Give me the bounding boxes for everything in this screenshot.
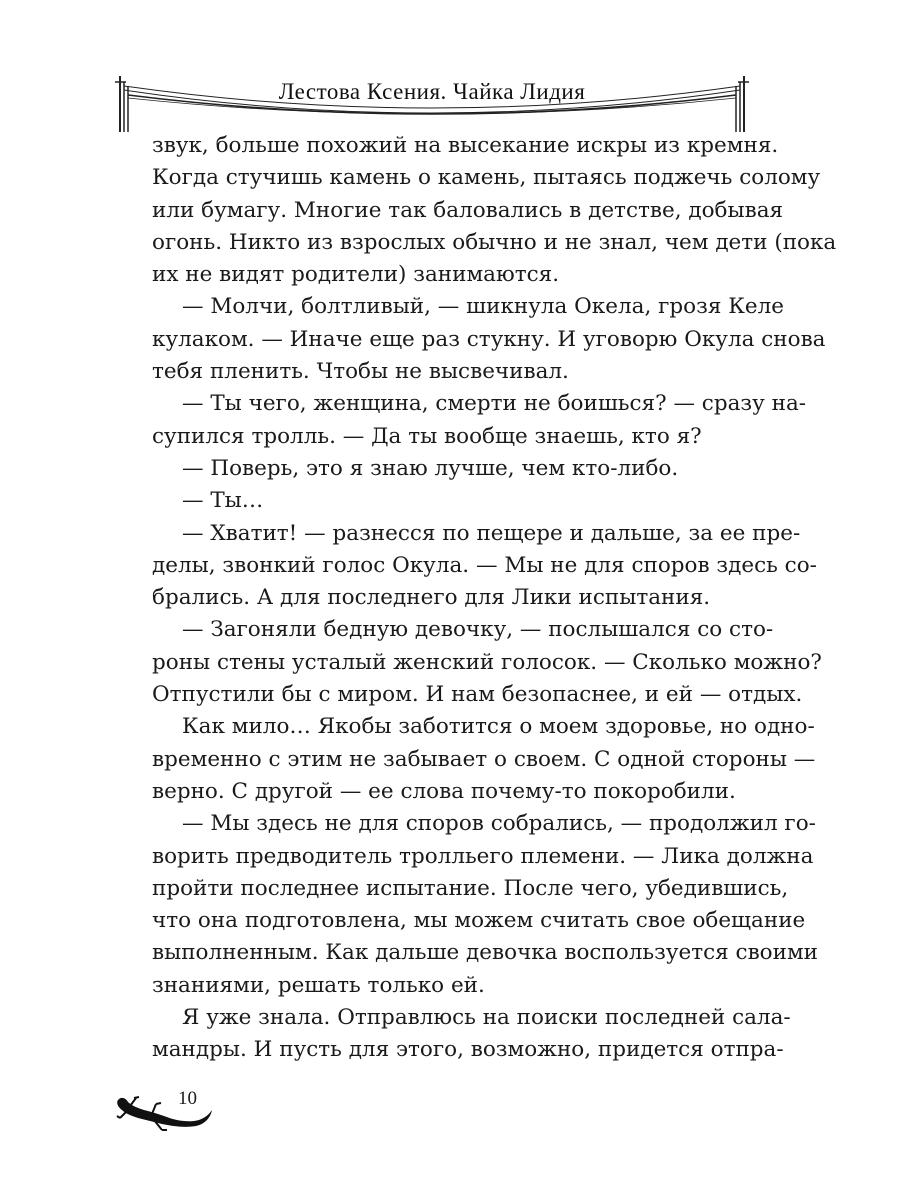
paragraph xyxy=(152,130,837,291)
text-line: делы, звонкий голос Окула. — Мы не для споров здесь со- xyxy=(152,552,817,578)
paragraph xyxy=(152,291,826,388)
text-line: мандры. И пусть для этого, возможно, придется отпра- xyxy=(152,1037,784,1063)
text-line: Отпустили бы с миром. И нам безопаснее, и ей — отдых. xyxy=(152,682,803,708)
text-line: выполненным. Как дальше девочка воспользуется своими xyxy=(152,940,819,966)
page-footer xyxy=(112,1088,232,1138)
lizard-icon xyxy=(112,1088,222,1138)
text-line: — Мы здесь не для споров собрались, — продолжил го- xyxy=(182,811,816,837)
text-line: — Ты чего, женщина, смерти не боишься? — сразу на- xyxy=(182,391,807,417)
text-line: — Молчи, болтливый, — шикнула Окела, грозя Келе xyxy=(182,294,784,320)
paragraph xyxy=(152,388,807,453)
text-line: ворить предводитель тролльего племени. — Лика должна xyxy=(152,843,814,869)
paragraph xyxy=(152,808,819,1002)
text-line: — Ты… xyxy=(182,488,264,514)
text-line: Когда стучишь камень о камень, пытаясь поджечь солому xyxy=(152,165,821,191)
text-line: — Хватит! — разнесся по пещере и дальше, за ее пре- xyxy=(182,520,801,546)
text-line: Как мило… Якобы заботится о моем здоровье, но одно- xyxy=(182,714,815,740)
text-line: кулаком. — Иначе еще раз стукну. И уговорю Окула снова xyxy=(152,326,826,352)
text-line: пройти последнее испытание. После чего, убедившись, xyxy=(152,875,789,901)
text-line: или бумагу. Многие так баловались в детстве, добывая xyxy=(152,197,784,223)
text-line: верно. С другой — ее слова почему-то покоробили. xyxy=(152,778,736,804)
paragraph xyxy=(152,1002,791,1067)
paragraph xyxy=(152,518,817,615)
text-line: знаниями, решать только ей. xyxy=(152,972,485,998)
paragraph xyxy=(152,614,822,711)
text-line: что она подготовлена, мы можем считать свое обещание xyxy=(152,908,806,934)
text-line: супился тролль. — Да ты вообще знаешь, кто я? xyxy=(152,423,702,449)
text-line: Я уже знала. Отправлюсь на поиски последней сала- xyxy=(182,1005,791,1031)
text-line: звук, больше похожий на высекание искры из кремня. xyxy=(152,133,779,158)
text-line: — Поверь, это я знаю лучше, чем кто-либо. xyxy=(182,455,679,481)
paragraph xyxy=(152,485,749,517)
paragraph xyxy=(152,453,749,485)
paragraph xyxy=(152,711,816,808)
text-line: их не видят родители) занимаются. xyxy=(152,262,560,288)
body-text xyxy=(152,130,837,1067)
running-header xyxy=(112,68,752,138)
text-line: роны стены усталый женский голосок. — Сколько можно? xyxy=(152,649,822,675)
text-line: — Загоняли бедную девочку, — послышался со сто- xyxy=(182,617,774,643)
text-line: временно с этим не забывает о своем. С одной стороны — xyxy=(152,746,816,772)
text-line: брались. А для последнего для Лики испытания. xyxy=(152,585,711,611)
text-line: тебя пленить. Чтобы не высвечивал. xyxy=(152,359,569,385)
page-number: 10 xyxy=(178,1088,197,1109)
text-line: огонь. Никто из взрослых обычно и не знал, чем дети (пока xyxy=(152,229,837,255)
running-title: Лестова Ксения. Чайка Лидия xyxy=(278,79,586,104)
